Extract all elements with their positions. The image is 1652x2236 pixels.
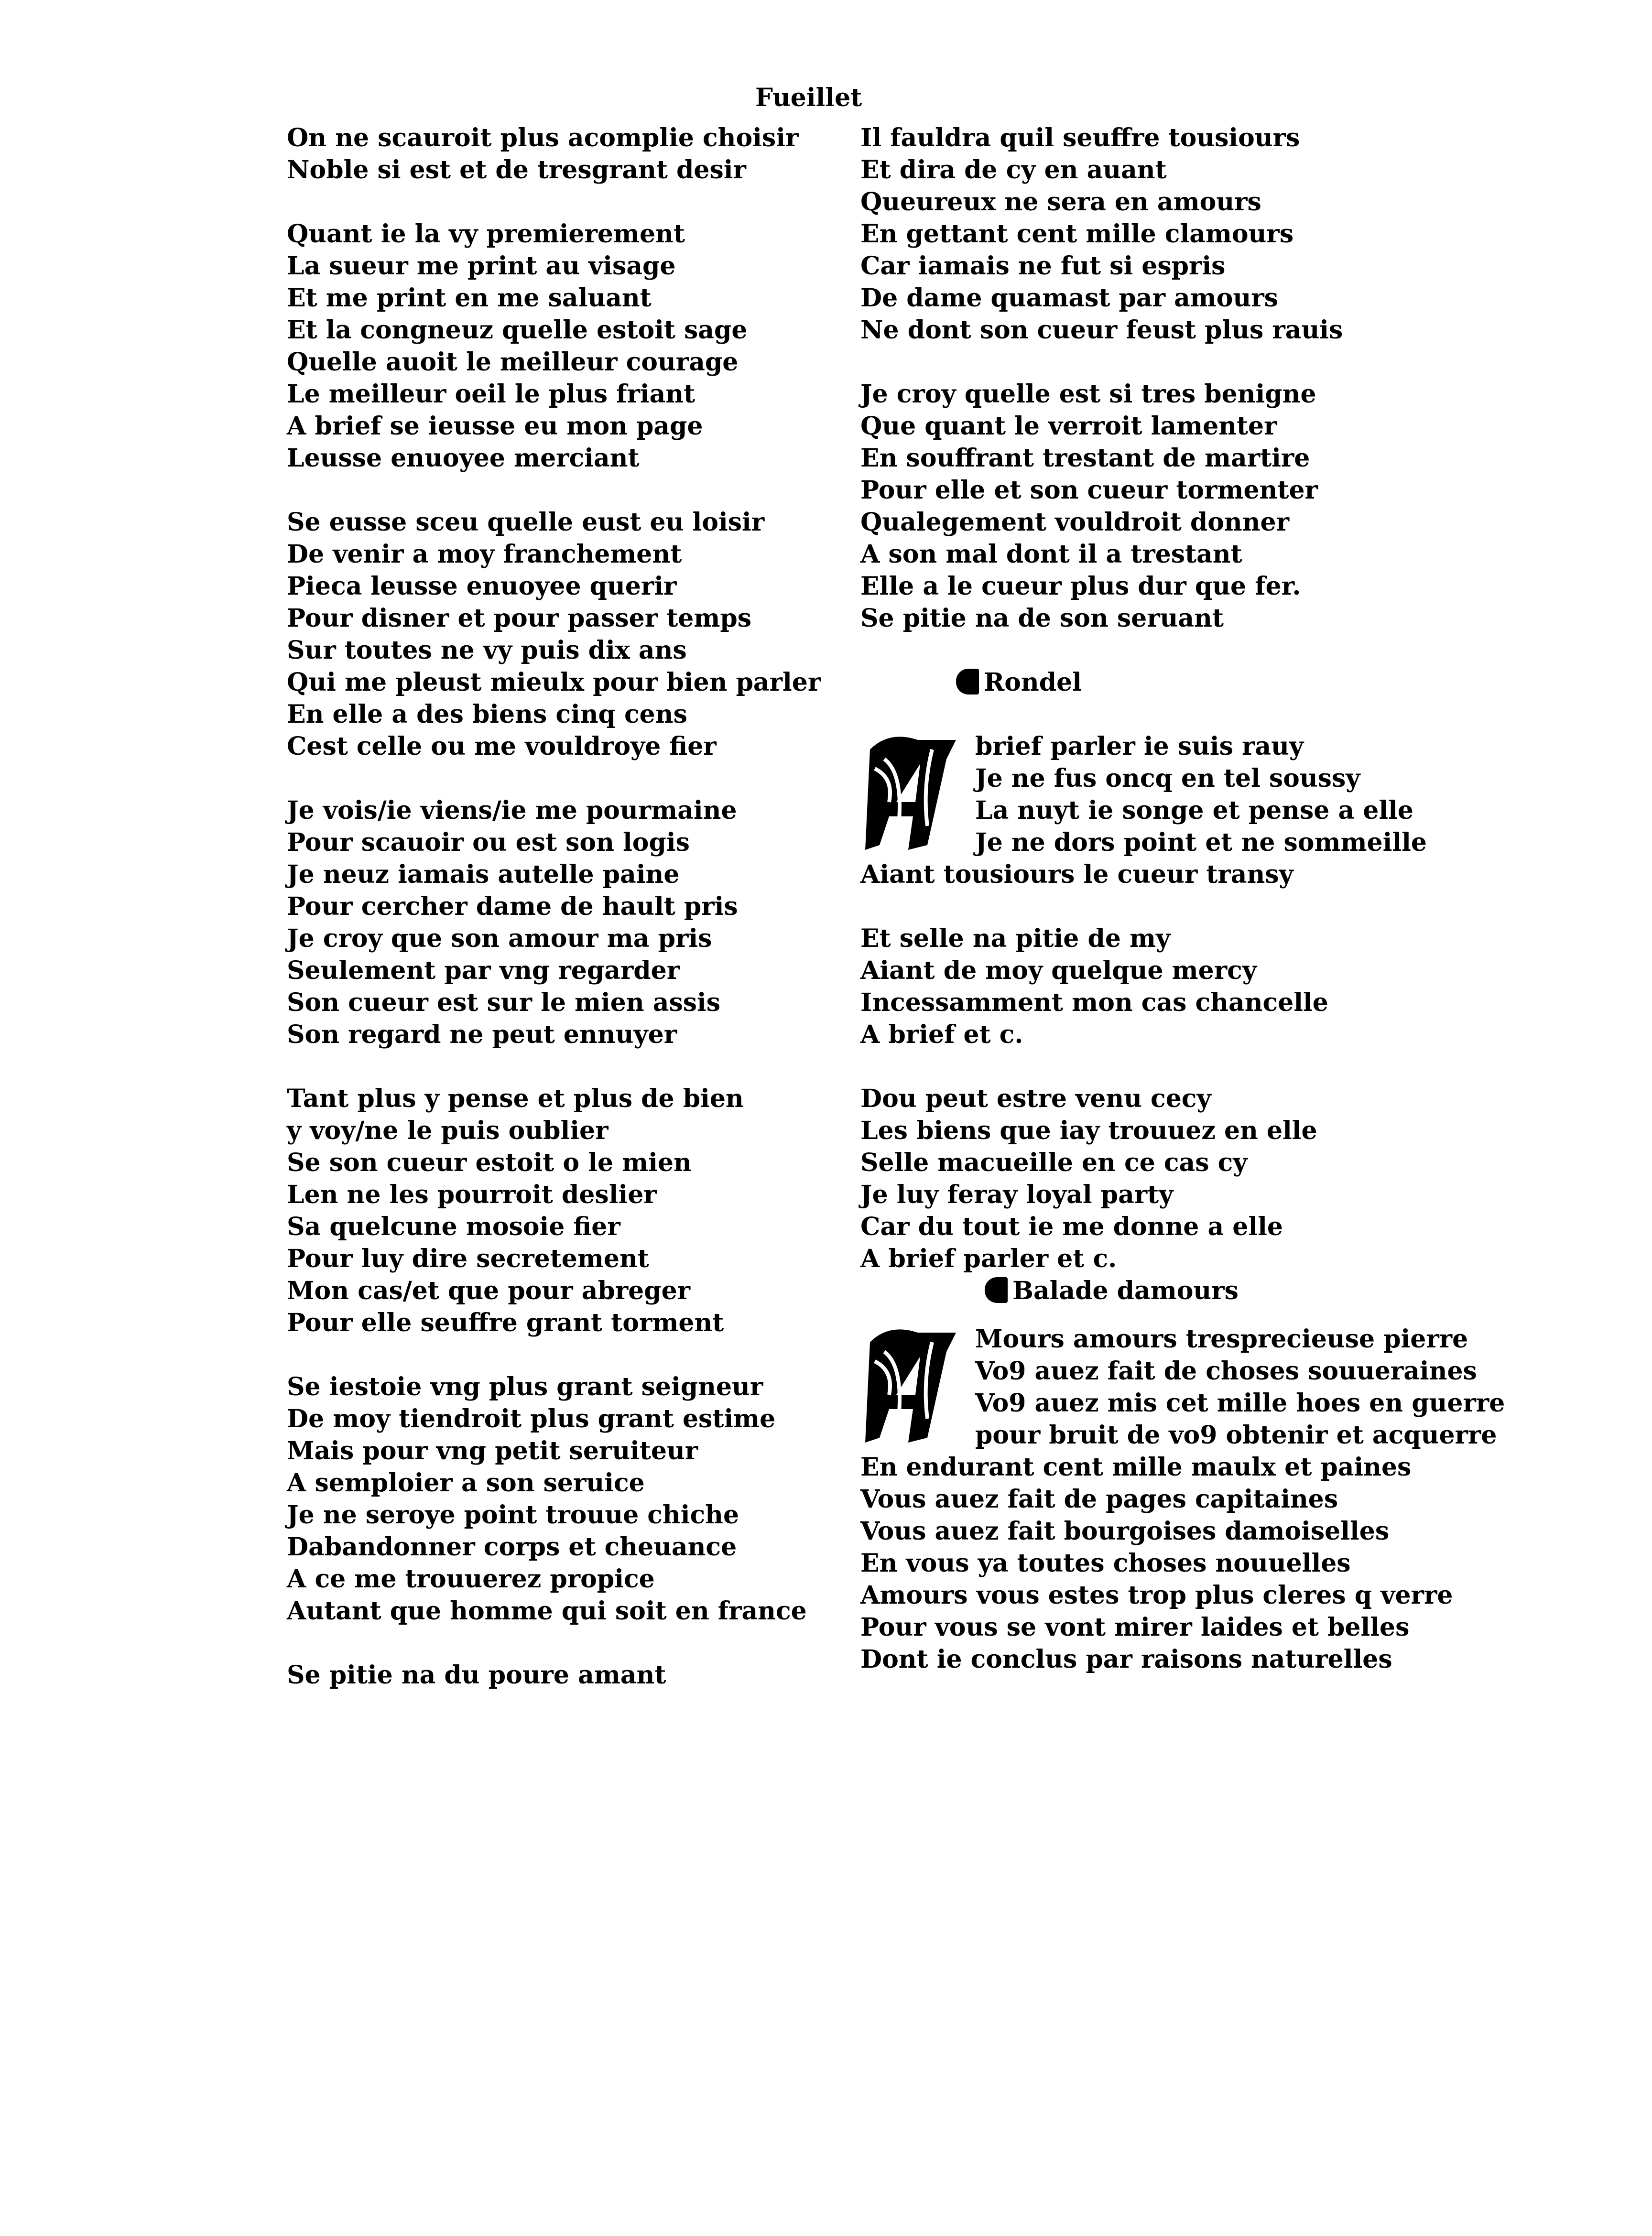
verse-line: On ne scauroit plus acomplie choisir — [287, 123, 799, 152]
verse-line: Elle a le cueur plus dur que fer. — [860, 572, 1301, 601]
verse-line: Vo9 auez fait de choses souueraines — [975, 1357, 1477, 1386]
verse-line: Tant plus y pense et plus de bien — [287, 1084, 744, 1113]
stanza — [287, 794, 837, 1051]
verse-line: Dont ie conclus par raisons naturelles — [860, 1645, 1392, 1674]
rondel-heading — [860, 666, 1410, 698]
verse-line: Pieca leusse enuoyee querir — [287, 572, 677, 601]
verse-line: La nuyt ie songe et pense a elle — [975, 796, 1413, 825]
verse-line: A brief parler et c. — [860, 1244, 1117, 1273]
verse-line: Je ne fus oncq en tel soussy — [975, 764, 1360, 793]
verse-line: Je croy quelle est si tres benigne — [860, 380, 1316, 409]
verse-line: Je vois/ie viens/ie me pourmaine — [287, 796, 737, 825]
verse-line: Noble si est et de tresgrant desir — [287, 155, 746, 185]
verse-line: Pour cercher dame de hault pris — [287, 892, 738, 921]
stanza — [860, 122, 1410, 346]
rondel-first-stanza — [860, 730, 1427, 890]
stanza — [287, 218, 837, 474]
verse-line: A brief et c. — [860, 1020, 1023, 1049]
verse-line: Se pitie na du poure amant — [287, 1661, 666, 1690]
verse-line: Queureux ne sera en amours — [860, 187, 1261, 217]
right-column — [860, 122, 1505, 1707]
verse-line: En gettant cent mille clamours — [860, 219, 1294, 249]
verse-line: Quelle auoit le meilleur courage — [287, 347, 739, 377]
verse-line: Pour vous se vont mirer laides et belles — [860, 1613, 1410, 1642]
verse-line: Mais pour vng petit seruiteur — [287, 1436, 698, 1465]
verse-line: De moy tiendroit plus grant estime — [287, 1404, 776, 1433]
verse-line: De venir a moy franchement — [287, 540, 682, 569]
verse-line: Son cueur est sur le mien assis — [287, 988, 721, 1017]
verse-line: Ne dont son cueur feust plus rauis — [860, 315, 1343, 345]
verse-line: La sueur me print au visage — [287, 251, 676, 281]
verse-line: Se pitie na de son seruant — [860, 604, 1224, 633]
heading-text: Balade damours — [1012, 1276, 1239, 1305]
verse-line: Leusse enuoyee merciant — [287, 444, 640, 473]
verse-line: Selle macueille en ce cas cy — [860, 1148, 1248, 1177]
verse-line: En elle a des biens cinq cens — [287, 700, 687, 729]
verse-line: Cest celle ou me vouldroye fier — [287, 732, 717, 761]
verse-line: Pour disner et pour passer temps — [287, 604, 751, 633]
pilcrow-icon — [985, 1277, 1008, 1303]
stanza — [287, 122, 837, 186]
decorated-initial-icon — [860, 1323, 970, 1446]
stanza — [860, 923, 1410, 1051]
verse-line: Car iamais ne fut si espris — [860, 251, 1226, 281]
stanza — [860, 1083, 1410, 1275]
verse-line: Je croy que son amour ma pris — [287, 924, 712, 953]
stanza — [287, 1659, 837, 1691]
verse-line: Vous auez fait bourgoises damoiselles — [860, 1517, 1390, 1546]
verse-line: A son mal dont il a trestant — [860, 540, 1242, 569]
verse-line: pour bruit de vo9 obtenir et acquerre — [975, 1421, 1497, 1450]
verse-line: Dou peut estre venu cecy — [860, 1084, 1211, 1113]
verse-line: Et dira de cy en auant — [860, 155, 1167, 185]
verse-line: En vous ya toutes choses nouuelles — [860, 1549, 1351, 1578]
verse-line: Amours vous estes trop plus cleres q verre — [860, 1581, 1453, 1610]
left-column — [287, 122, 837, 1723]
verse-line: Qui me pleust mieulx pour bien parler — [287, 668, 821, 697]
verse-line: En endurant cent mille maulx et paines — [860, 1453, 1412, 1482]
verse-line: Les biens que iay trouuez en elle — [860, 1116, 1317, 1145]
verse-line: Que quant le verroit lamenter — [860, 412, 1277, 441]
verse-line: Sur toutes ne vy puis dix ans — [287, 636, 687, 665]
verse-line: Je ne dors point et ne sommeille — [975, 828, 1427, 857]
verse-line: Et la congneuz quelle estoit sage — [287, 315, 748, 345]
verse-line: Il fauldra quil seuffre tousiours — [860, 123, 1300, 152]
verse-line: Aiant de moy quelque mercy — [860, 956, 1257, 985]
balade-heading — [860, 1275, 1410, 1307]
verse-line: A brief se ieusse eu mon page — [287, 412, 703, 441]
verse-line: y voy/ne le puis oublier — [287, 1116, 609, 1145]
verse-line: Incessamment mon cas chancelle — [860, 988, 1328, 1017]
verse-line: Se son cueur estoit o le mien — [287, 1148, 692, 1177]
verse-line: Sa quelcune mosoie fier — [287, 1212, 620, 1241]
verse-line: Se eusse sceu quelle eust eu loisir — [287, 508, 765, 537]
verse-line: Pour scauoir ou est son logis — [287, 828, 690, 857]
verse-line: Aiant tousiours le cueur transy — [860, 860, 1293, 889]
verse-line: Quant ie la vy premierement — [287, 219, 685, 249]
verse-line: De dame quamast par amours — [860, 283, 1278, 313]
decorated-initial-icon — [860, 730, 970, 854]
verse-line: Pour elle seuffre grant torment — [287, 1308, 724, 1337]
verse-line: Je neuz iamais autelle paine — [287, 860, 680, 889]
initial-letter: A — [913, 822, 917, 827]
verse-line: En souffrant trestant de martire — [860, 444, 1310, 473]
verse-line: Len ne les pourroit deslier — [287, 1180, 657, 1209]
folio-heading: Fueillet — [755, 83, 862, 112]
verse-line: Et me print en me saluant — [287, 283, 652, 313]
verse-line: brief parler ie suis rauy — [975, 732, 1304, 761]
verse-line: Car du tout ie me donne a elle — [860, 1212, 1283, 1241]
initial-letter: A — [913, 1415, 917, 1420]
stanza — [860, 378, 1410, 634]
verse-line: Pour luy dire secretement — [287, 1244, 649, 1273]
balade-stanza — [860, 1323, 1505, 1675]
stanza — [287, 506, 837, 762]
verse-line: Et selle na pitie de my — [860, 924, 1171, 953]
verse-line: A semploier a son seruice — [287, 1468, 645, 1498]
heading-text: Rondel — [984, 668, 1082, 697]
verse-line: Son regard ne peut ennuyer — [287, 1020, 677, 1049]
verse-line: Seulement par vng regarder — [287, 956, 680, 985]
verse-line: Vo9 auez mis cet mille hoes en guerre — [975, 1389, 1505, 1418]
stanza — [287, 1371, 837, 1627]
verse-line: Mon cas/et que pour abreger — [287, 1276, 691, 1305]
verse-line: Vous auez fait de pages capitaines — [860, 1485, 1338, 1514]
verse-line: Dabandonner corps et cheuance — [287, 1532, 737, 1562]
verse-line: Je luy feray loyal party — [860, 1180, 1174, 1209]
verse-line: Qualegement vouldroit donner — [860, 508, 1290, 537]
verse-line: A ce me trouuerez propice — [287, 1564, 655, 1594]
verse-line: Se iestoie vng plus grant seigneur — [287, 1372, 763, 1401]
verse-line: Mours amours tresprecieuse pierre — [975, 1324, 1468, 1354]
verse-line: Je ne seroye point trouue chiche — [287, 1500, 739, 1530]
pilcrow-icon — [956, 669, 979, 695]
verse-line: Autant que homme qui soit en france — [287, 1596, 807, 1626]
stanza — [287, 1083, 837, 1339]
verse-line: Pour elle et son cueur tormenter — [860, 476, 1318, 505]
verse-line: Le meilleur oeil le plus friant — [287, 380, 696, 409]
